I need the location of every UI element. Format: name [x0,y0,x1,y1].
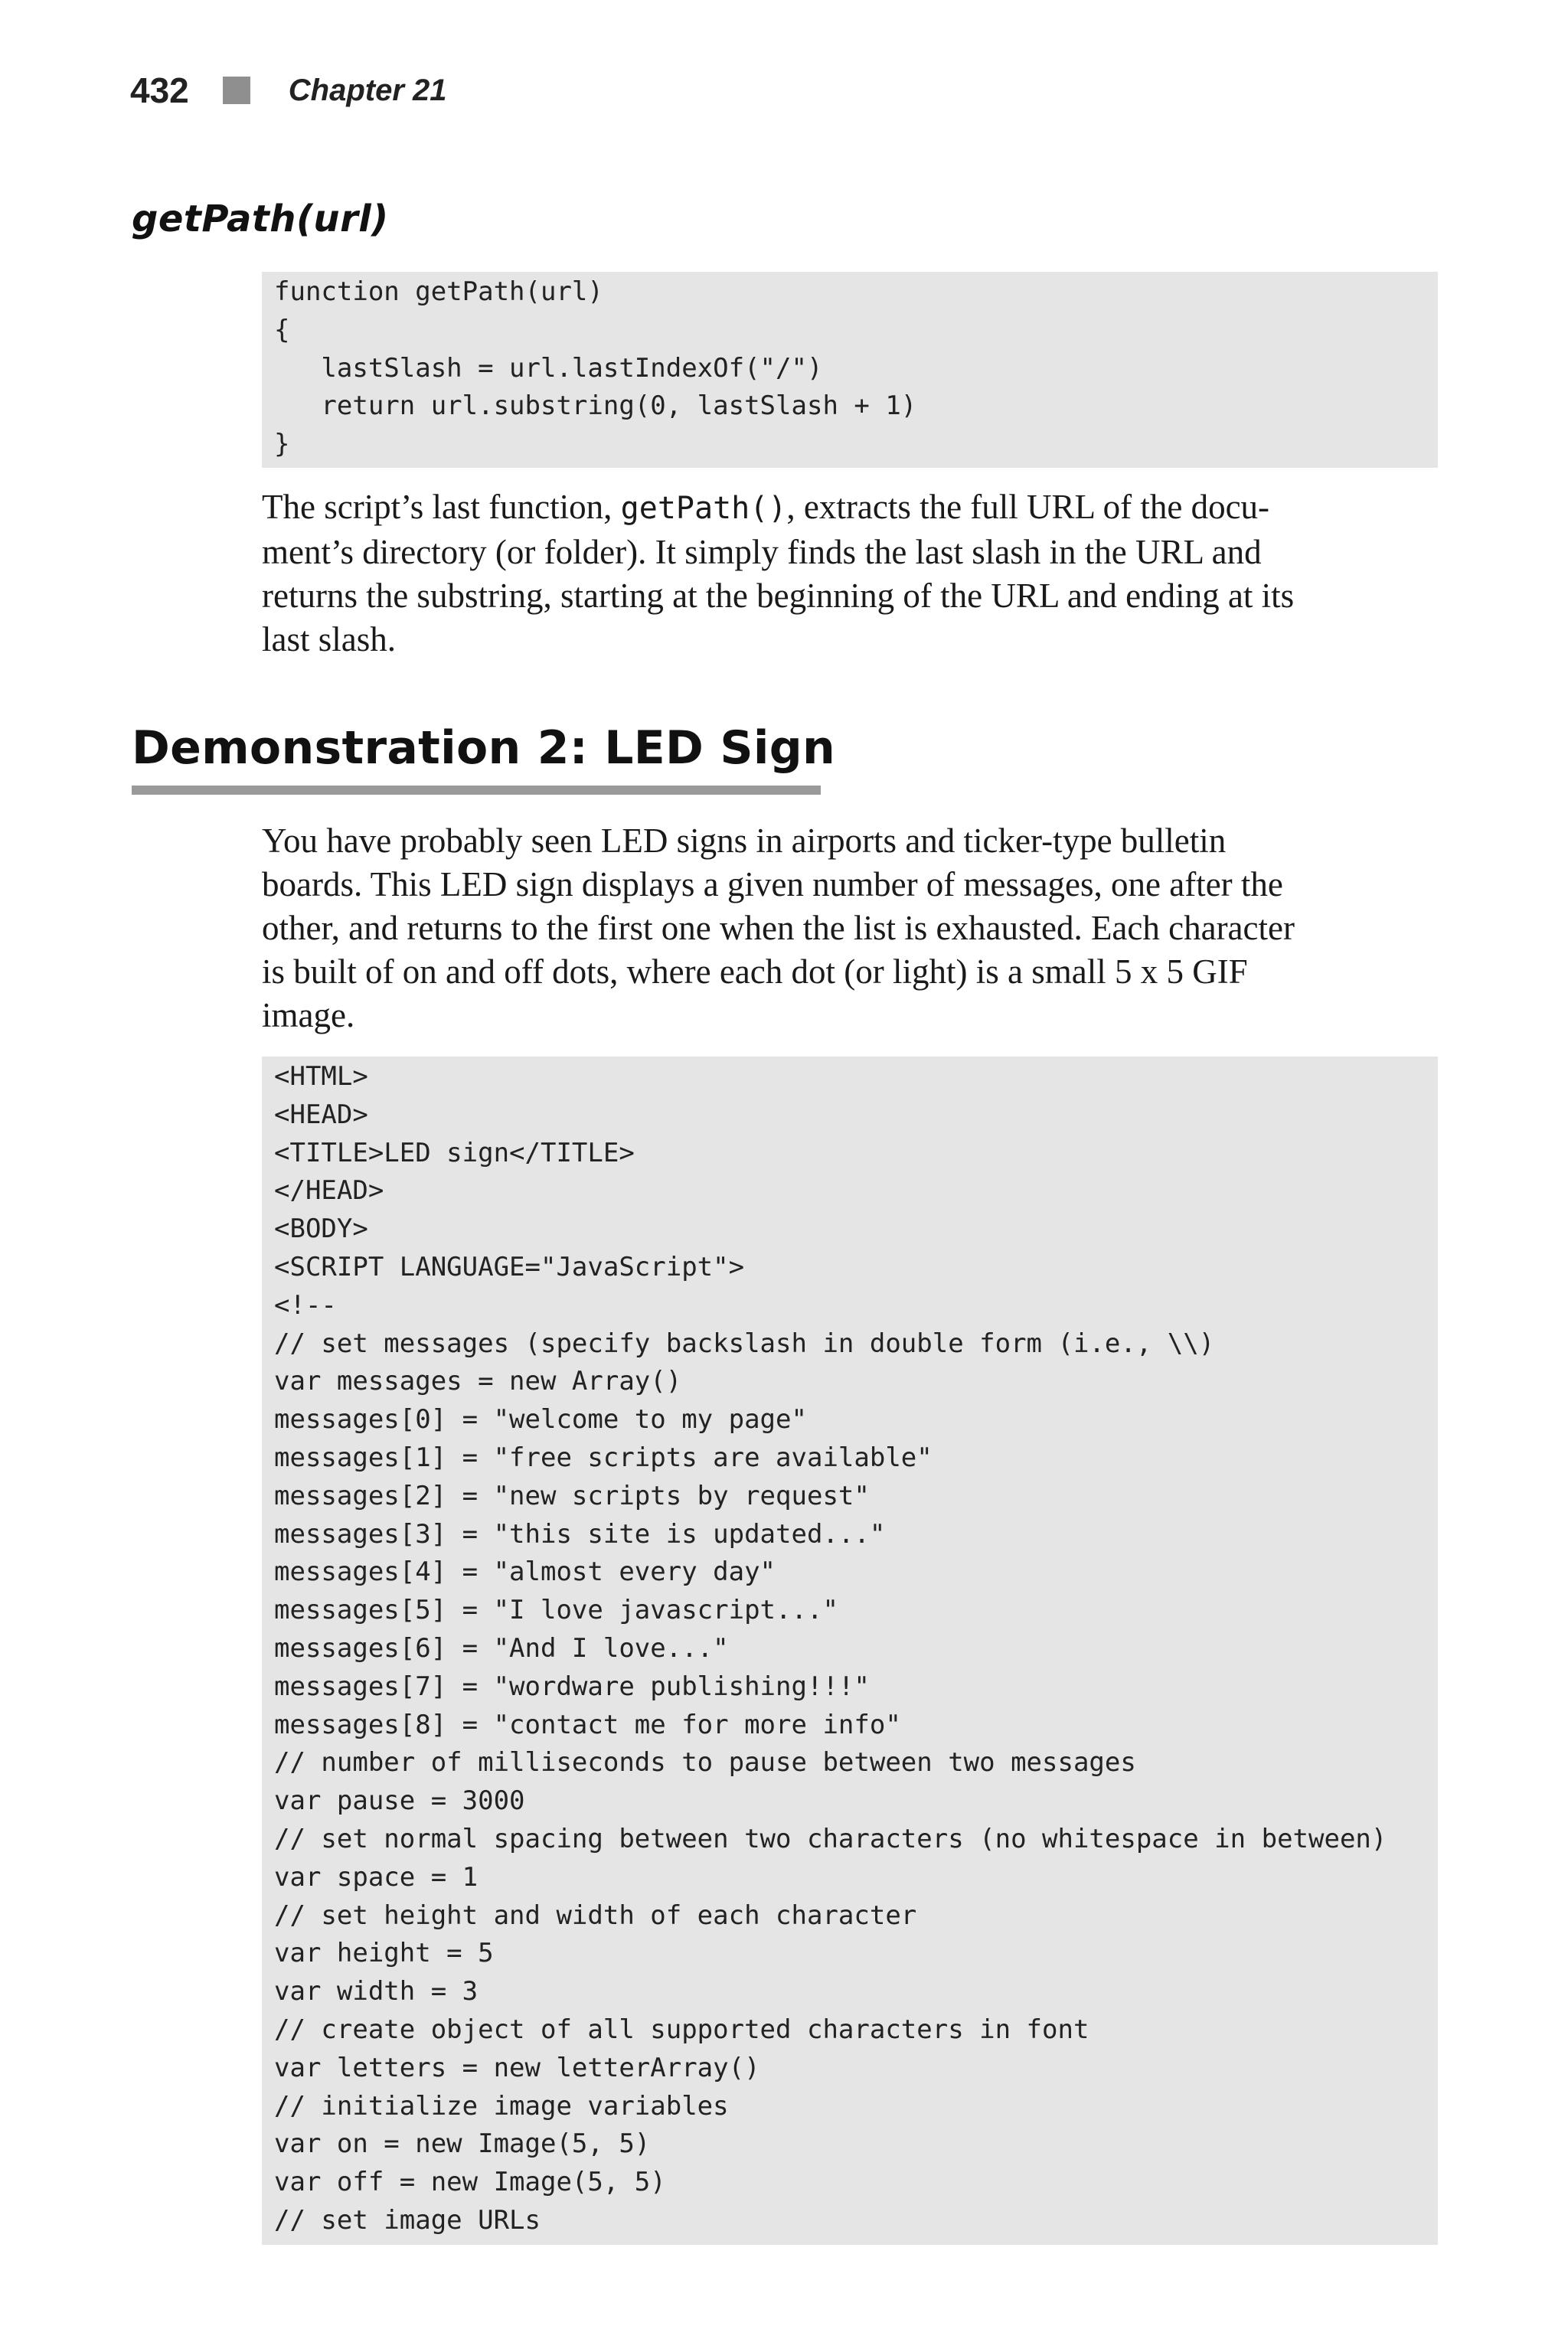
code-line: <SCRIPT LANGUAGE="JavaScript"> [274,1251,745,1282]
inline-code: getPath() [620,491,787,526]
chapter-label: Chapter 21 [288,73,447,107]
section-heading: Demonstration 2: LED Sign [132,721,835,775]
code-line: // initialize image variables [274,2090,729,2122]
code-line: <TITLE>LED sign</TITLE> [274,1137,635,1168]
code-line: // number of milliseconds to pause between two messages [274,1747,1136,1779]
subsection-heading: getPath(url) [132,198,389,240]
paragraph-line: is built of on and off dots, where each dot (or light) is a small 5 x 5 GIF [262,952,1248,991]
paragraph-line: ment’s directory (or folder). It simply finds the last slash in the URL and [262,533,1262,571]
page-number: 432 [130,70,189,110]
running-header [130,67,447,113]
paragraph-led-sign-intro [262,819,1456,1037]
code-line: messages[5] = "I love javascript..." [274,1595,838,1626]
paragraph-line: returns the substring, starting at the beginning of the URL and ending at its [262,577,1295,615]
code-line: var messages = new Array() [274,1366,682,1397]
text-run: , extracts the full URL of the docu- [786,488,1270,526]
code-line: var letters = new letterArray() [274,2052,760,2083]
paragraph-getpath-description [262,485,1456,662]
paragraph-line: image. [262,996,355,1034]
paragraph-line: You have probably seen LED signs in airports and ticker-type bulletin [262,822,1227,860]
code-line: messages[2] = "new scripts by request" [274,1480,870,1511]
code-line: <!-- [274,1289,337,1321]
section-underline-rule [132,786,821,795]
code-listing-led-sign [262,1057,1438,2245]
code-line: messages[0] = "welcome to my page" [274,1404,807,1436]
code-line: var space = 1 [274,1861,479,1893]
code-line: // set height and width of each character [274,1900,917,1931]
code-line: function getPath(url) [274,276,603,307]
code-line: // set image URLs [274,2204,541,2236]
paragraph-line: last slash. [262,620,396,658]
code-line: // set normal spacing between two characters (no whitespace in between) [274,1823,1387,1854]
code-line: { [274,314,290,345]
code-line: messages[1] = "free scripts are available" [274,1442,933,1473]
code-line: <BODY> [274,1214,368,1245]
code-line: </HEAD> [274,1175,384,1207]
code-line: messages[7] = "wordware publishing!!!" [274,1671,870,1702]
code-line: var on = new Image(5, 5) [274,2128,651,2160]
text-run: The script’s last function, [262,488,621,526]
code-line: lastSlash = url.lastIndexOf("/") [274,352,823,384]
code-line: messages[3] = "this site is updated..." [274,1518,886,1550]
code-line: messages[8] = "contact me for more info" [274,1709,901,1740]
paragraph-line: other, and returns to the first one when the list is exhausted. Each character [262,909,1295,947]
code-line: var height = 5 [274,1938,494,1969]
code-line: var off = new Image(5, 5) [274,2167,666,2198]
code-line: <HTML> [274,1061,368,1092]
code-line: var width = 3 [274,1976,479,2007]
code-line: // set messages (specify backslash in double form (i.e., \\) [274,1328,1215,1359]
code-listing-getpath [262,272,1438,468]
code-line: <HEAD> [274,1099,368,1130]
paragraph-line [262,485,1456,531]
code-line: var pause = 3000 [274,1785,525,1817]
code-line: return url.substring(0, lastSlash + 1) [274,390,917,422]
paragraph-line: boards. This LED sign displays a given number of messages, one after the [262,865,1283,903]
code-line: messages[6] = "And I love..." [274,1632,729,1664]
code-line: messages[4] = "almost every day" [274,1557,776,1588]
code-line: } [274,429,290,460]
header-square-ornament [223,77,250,104]
code-line: // create object of all supported characters in font [274,2014,1089,2045]
